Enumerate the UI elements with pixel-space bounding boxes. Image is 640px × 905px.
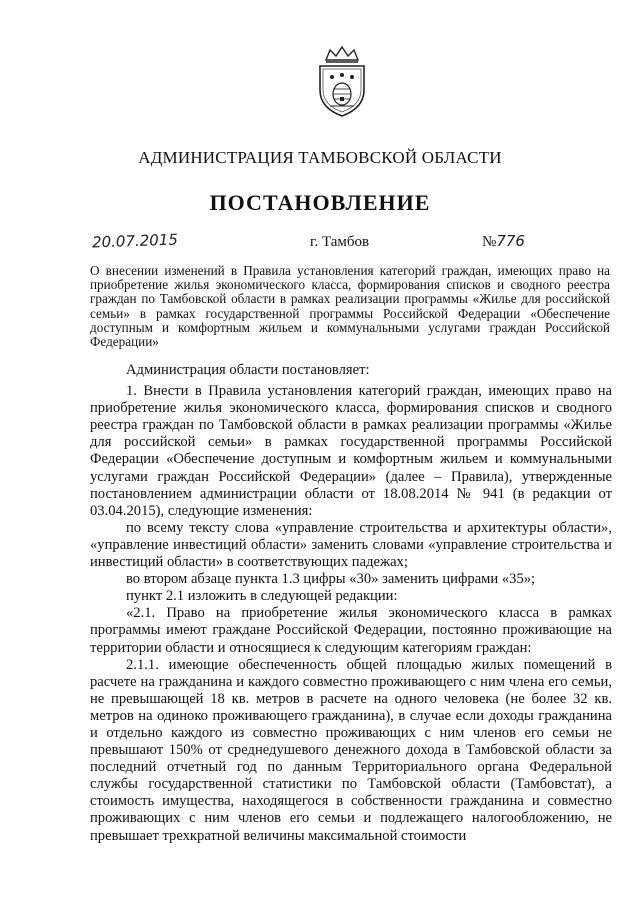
document-number (482, 232, 525, 251)
document-date: 20.07.2015 (91, 230, 179, 252)
paragraph-new-edition: пункт 2.1 изложить в следующей редакции: (126, 588, 398, 605)
paragraph-item-1: 1. Внести в Правила установления категорий граждан, имеющих право на приобретение жилья экономического класса, формирования списков и сводного реестра граждан по Тамбовской области в рамках реализации программы «Жилье для российской семьи» в рамках государственной программы Российской Федерации «Обеспечение доступным и комфортным жильем и коммунальными услугами граждан Российской Федерации» (далее – Правила), утвержденные постановлением администрации области от 18.08.2014 № 941 (в редакции от 03.04.2015), следующие изменения: (90, 383, 612, 519)
organization-title: АДМИНИСТРАЦИЯ ТАМБОВСКОЙ ОБЛАСТИ (138, 148, 502, 167)
document-type-title: ПОСТАНОВЛЕНИЕ (209, 190, 431, 215)
number-value: 776 (496, 232, 525, 250)
paragraph-clause-2-1: «2.1. Право на приобретение жилья экономического класса в рамках программы имеют граждане Российской Федерации, постоянно проживающие на территории области и относящиеся к следующим категориям граждан: (90, 605, 612, 656)
paragraph-replace-words: по всему тексту слова «управление строительства и архитектуры области», «управление инвестиций области» заменить словами «управление строительства и инвестиций области» в соответствующих падежах; (90, 519, 612, 571)
number-prefix: № (482, 234, 497, 250)
document-city: г. Тамбов (310, 234, 370, 250)
paragraph-clause-2-1-1: 2.1.1. имеющие обеспеченность общей площадью жилых помещений в расчете на гражданина и каждого совместно проживающего с ним члена его семьи, не превышающей 18 кв. метров в расчете на одного человека (не более 32 кв. метров на одиноко проживающего гражданина), в случае если доходы гражданина и отдельно каждого из совместно проживающих с ним членов его семьи не превышают 150% от среднедушевого денежного дохода в Тамбовской области за последний отчетный год по данным Территориального органа Федеральной службы государственной статистики по Тамбовской области (Тамбовстат), а стоимость имущества, находящегося в собственности гражданина и совместно проживающих с ним членов его семьи и подлежащего налогообложению, не превышает трехкратной величины максимальной стоимости (90, 656, 612, 844)
coat-of-arms-emblem (312, 44, 372, 120)
paragraph-replace-digits: во втором абзаце пункта 1.3 цифры «30» заменить цифрами «35»; (126, 571, 536, 588)
document-body (90, 362, 612, 845)
resolution-intro: Администрация области постановляет: (126, 362, 370, 378)
document-subject: О внесении изменений в Правила установления категорий граждан, имеющих право на приобретение жилья экономического класса, формирования списков и сводного реестра граждан по Тамбовской области в рамках реализации программы «Жилье для российской семьи» в рамках государственной программы Российской Федерации «Обеспечение доступным и комфортным жильем и коммунальными услугами граждан Российской Федерации» (90, 263, 610, 350)
